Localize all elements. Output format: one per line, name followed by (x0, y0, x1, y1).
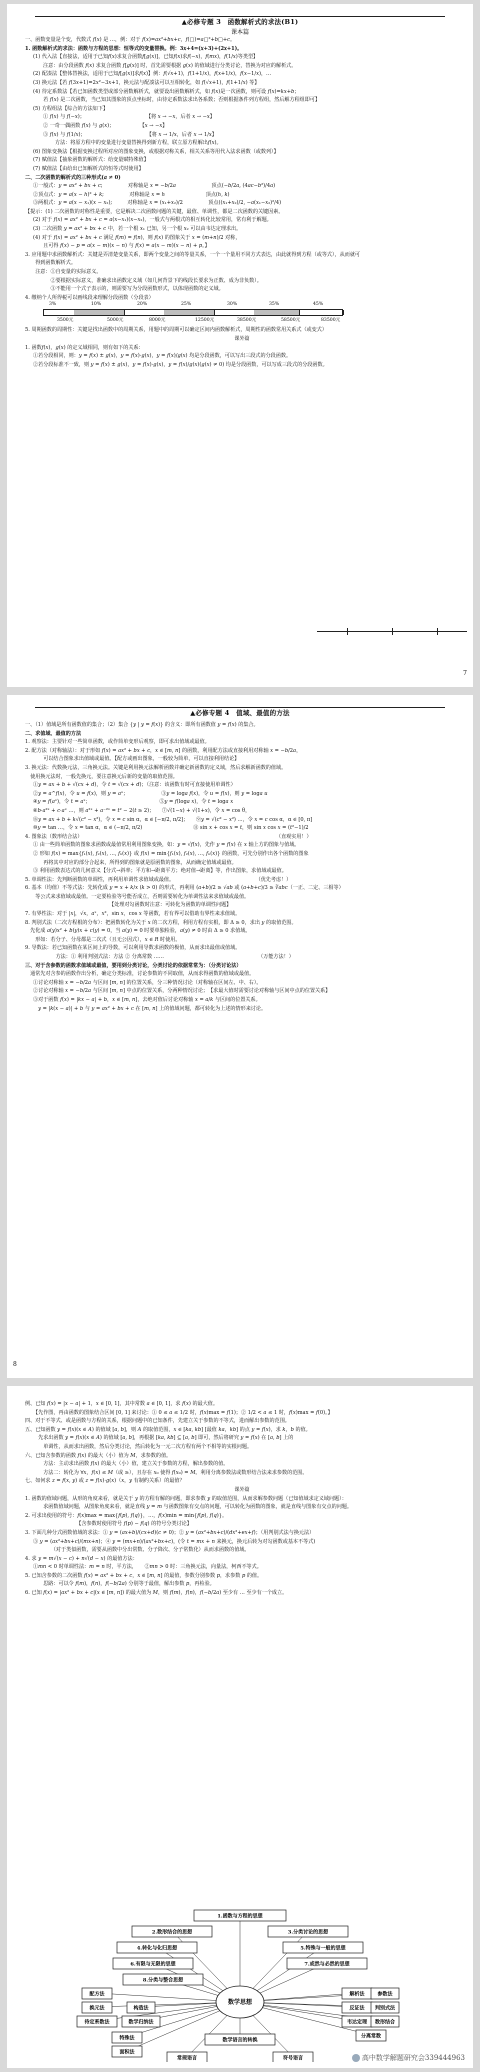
text-line: 方法二：转化为 ∀𝑥，𝑓(𝑥) ≤ 𝑀（或 ≥），且存在 𝑥₀ 使得 𝑓(𝑥₀) = 𝑀。利用分离参数法或数形结合法来求参数的范围。 (33, 1469, 308, 1476)
text-line: ② 一奇一偶函数 𝑓(𝑥) 与 𝑔(𝑥)； 【𝑥 → −𝑥】 (43, 122, 168, 129)
text-line: 方法：将原方程中的变量进行变量替换得到新方程，联立原方程解出𝑓(𝑥)。 (55, 140, 222, 147)
text-line: ③两根式：𝑦 = 𝑎(𝑥 − 𝑥₁)(𝑥 − 𝑥₂); 对称轴是 𝑥 = (𝑥₁+𝑥₂)/2 顶点((𝑥₁+𝑥₂)/2, −𝑎(𝑥₁−𝑥₂)²/4) (33, 200, 282, 207)
text-line: 且可得 𝑓(𝑥) − 𝑝 = 𝑎(𝑥 − 𝑚)(𝑥 − 𝑛) 与 𝑓(𝑥) = 𝑎(𝑥 − 𝑚)(𝑥 − 𝑛) + 𝑝。】 (33, 243, 210, 250)
text-line: ② 形如 𝑓(𝑥) = max{𝑓₁(𝑥), 𝑓₂(𝑥), …, 𝑓ₙ(𝑥)} 或 𝑓(𝑥) = min{𝑓₁(𝑥), 𝑓₂(𝑥), …, 𝑓ₙ(𝑥)} 的函数，可先分别作出各个函数的图象 (33, 850, 309, 857)
tax-segment (124, 310, 165, 315)
text-line: 【提示：(1) 二次函数的对称性是重要，它是解决二次函数问题的关键，最值、单调性，都是二次函数的关键因素。 (25, 208, 284, 215)
mindmap-node-label: 构造法 (133, 2005, 149, 2012)
mindmap-node-label: 5.特殊与一般的思想 (300, 1945, 346, 1952)
text-line: 4. 缴纳个人所得税可以画线段来理解分段函数（分段表） (25, 294, 154, 301)
section-heading: 课外篇 (234, 336, 250, 342)
mindmap-node-label: 4.转化与化归思想 (136, 1945, 178, 1952)
page-number: 7 (463, 670, 467, 677)
tax-threshold-label: 38500元 (237, 318, 257, 324)
text-line: 思路：可以令 𝑓(𝑚)，𝑓(𝑛)，𝑓(−𝑏/2𝑎) 分别等于最值，解出参数 𝑝，再检验。 (33, 1581, 215, 1588)
mindmap-node-label: 常规语言 (176, 2055, 198, 2062)
mindmap-node-label: 面积法 (119, 2049, 135, 2056)
text-line: ①讨论对称轴 𝑥 = −𝑏/2𝑎 与区间 [𝑚, 𝑛] 的位置关系，分三种情况讨论（对称轴在区间左、中、右）。 (33, 979, 262, 986)
text-line: (4) 对于 𝑓(𝑥) = 𝑎𝑥² + 𝑏𝑥 + 𝑐 满足 𝑓(𝑚) = 𝑓(𝑛)，则 𝑓(𝑥) 的图象关于 𝑥 = (𝑚+𝑛)/2 对称， (33, 234, 241, 241)
page-body (25, 36, 459, 369)
text-line: ③ 𝑓(𝑥) 与 𝑓(1/𝑥)； 【将 𝑥 → 1/𝑥，后者 𝑥 → 1/𝑥】 (43, 131, 217, 138)
text-line: 五、已知函数 𝑦 = 𝑓(𝑥)(𝑥 ∈ 𝐴) 的值域 [𝑎, 𝑏]，则 𝐴 的取值范围，𝑥 ∈ [𝑘𝑎, 𝑘𝑏] [最值 𝑘𝑎，𝑘𝑏] 的点 𝑦 = 𝑓(𝑥)，求 𝑘，𝑏 的值。 (25, 1426, 311, 1433)
text-line: ⑥𝑏·𝑎²ˣ + 𝑐·𝑎ˣ …，则 𝑎²ˣ + 𝑎⁻²ˣ = 𝑡² − 2(𝑡 ≥ 2)； ⑦√(1−𝑥) + √(1+𝑥)，令 𝑥 = cos θ， (33, 807, 251, 814)
text-line: ③不能用一个式子表示的，则需要写为分段函数形式，以体现函数的定义域。 (25, 286, 224, 293)
text-line: ②要根据实际意义，准确求出函数定义域（如几何背景下的线段长要求为正数、成为非负数）。 (25, 277, 262, 284)
text-line: 1. 函数的值域问题，从形的角度来看，就是关于 𝑦 的方程有解的问题，即求参数 𝑦 的取值范围，从而求解参数问题（已知值域求定义域问题）： (25, 1495, 347, 1502)
tax-threshold-label: 58500元 (281, 318, 301, 324)
tax-bracket-scale (43, 303, 343, 325)
text-line: (2) 配凑法【整体替换法，适用于已知𝑓[𝑔(𝑥)]求𝑓(𝑥)】例：𝑓(√𝑥+1)，𝑓(1+1/𝑥)，𝑓(𝑥+1/𝑥)，𝑓(𝑥−1/𝑥)，… (33, 71, 272, 78)
mindmap-node-label: 参数法 (377, 1991, 393, 1998)
mindmap-node-label: 待定系数法 (84, 2019, 110, 2026)
text-line: 6. 基本（均值）不等式法：先转化成 𝑦 = 𝑥 + 𝑘/𝑥 (𝑘 > 0) 的形式，再利用 (𝑎+𝑏)/2 ≥ √𝑎𝑏 或 (𝑎+𝑏+𝑐)/3 ≥ ∛𝑎𝑏𝑐（一正、二定、三相等） (25, 885, 344, 892)
tax-segment (254, 310, 300, 315)
tax-segment (44, 310, 75, 315)
text-line: 再将其中对应的部分合起来，所得到的图象就是原函数的图象，从而确定值域或最值。 (33, 859, 237, 866)
text-line: (5) 方程组法【综合的方法如下】 (33, 105, 109, 112)
text-line: 方法：主动求出函数 𝑓(𝑥) 的最大（小）值，建立关于参数的方程，解出参数的值。 (33, 1461, 229, 1468)
mindmap-node-label: 数学归纳法 (128, 2019, 154, 2026)
text-line: (6) 图象变换法【根据变换过程所对应的图象变换，或根据对称关系，相关关系等用代入法求函数（或数列）】 (33, 148, 279, 155)
text-line: (1) 代入法【直接法，适用于已知𝑓(𝑥)求复合函数𝑓[𝑔(𝑥)]，已知𝑓(𝑥)求𝑓(−𝑥)，𝑓(𝑚𝑥)，𝑓(1/𝑥)等类型】 (33, 54, 259, 61)
page-subtitle: 课本篇 (230, 29, 249, 36)
text-line: ①𝑦 = 𝑎𝑥 + 𝑏 + √(𝑐𝑥 + 𝑑)，令 𝑡 = √(𝑐𝑥 + 𝑑)；（注意：该函数有时可直接使用单调性） (33, 782, 236, 789)
text-line: 3. 下面几种分式函数值域的求法：① 𝑦 = (𝑎𝑥+𝑏)/(𝑐𝑥+𝑑)(𝑐 ≠ 0)；② 𝑦 = (𝑎𝑥²+𝑏𝑥+𝑐)/(𝑑𝑥²+𝑒𝑥+𝑓)；（用判别式法与换元法） (25, 1529, 315, 1536)
mindmap-node-label: 数形结合 (374, 2019, 396, 2026)
number-line-tick (437, 628, 438, 635)
tax-threshold-label: 8000元 (149, 318, 166, 324)
page-body (25, 1400, 459, 1598)
tax-segment (299, 310, 344, 315)
credit-text: 高中数学解题研究会339444963 (361, 2054, 465, 2062)
math-thinking-mindmap (67, 1902, 413, 2062)
tax-rate-label: 10% (91, 302, 102, 308)
text-line: 求函数值域问题，从图象角度来看，就是直线 𝑦 = 𝑚 与函数图象有交点的问题，可以转化为函数的图象，就是直线与图象有交点的问题。 (33, 1504, 352, 1511)
text-line: 𝑦 = |𝑘(𝑥 − 𝑎)| + 𝑏 与 𝑦 = 𝑎𝑥² + 𝑏𝑥 + 𝑐 在 [𝑚, 𝑛] 上的值域问题，都可转化为上述的情形来讨论。 (33, 1005, 267, 1012)
text-line: ① 𝑓(𝑥) 与 𝑓(−𝑥)； 【将 𝑥 → −𝑥，后者 𝑥 → −𝑥】 (43, 114, 215, 121)
text-line: 2. 可求出使用的符号：𝑓(𝑥)max = max{𝑓(𝑝), 𝑓(𝑞)}，…，𝑓(𝑥)min = min{𝑓(𝑝), 𝑓(𝑞)}。 (25, 1512, 228, 1519)
text-line: 三、对于含参数的函数求值域或最值，要用到分类讨论，分类讨论的依据常常为：（分类讨论法） (25, 962, 242, 969)
text-line: 【含参数时使用符号 𝑓(𝑝) − 𝑓(𝑞) 的符号分类讨论】 (33, 1521, 192, 1528)
text-line: ②讨论对称轴 𝑥 = −𝑏/2𝑎 与区间 [𝑚, 𝑛] 中点的位置关系，分两种情况讨论； 【求最大值时需要讨论对称轴与区间中点的位置关系】 (33, 988, 331, 995)
tax-rate-label: 35% (269, 302, 280, 308)
text-line: 一、函数变量是个变，代数式 𝑓(𝑥) 是 …，例：对于 𝑓(𝑥)=𝑎𝑥²+𝑏𝑥+𝑐，𝑓(□)=𝑎□²+𝑏□+𝑐。 (25, 37, 236, 43)
mindmap-node-label: 符号语言 (282, 2055, 304, 2062)
text-line: 注意：①自变量的实际意义。 (25, 269, 102, 276)
page-number: 8 (13, 1361, 17, 1368)
text-line: 等公式来求值域或最值。一定要检验等号能否成立，否则需要转化为单调性法来求值域或最值。 (25, 893, 250, 900)
text-line: 8. 判别式法（二次方程根的分布）：把函数转化为关于 𝑥 的二次方程，利用方程有实根，即 Δ ≥ 0，求出 𝑦 的取值范围。 (25, 919, 297, 926)
text-line: ④𝑦 = 𝑓(𝑎ˣ)，令 𝑡 = 𝑎ˣ； ⑤𝑦 = 𝑓(log𝑎 𝑥)，令 𝑡 = log𝑎 𝑥 (33, 799, 234, 806)
page-title: ▲必修专题 4 值域、最值的方法 (190, 709, 290, 717)
mindmap-node-label: 3.分类讨论的思想 (287, 1929, 329, 1936)
text-line: 2. 配方法（对称轴法）：对于形如 𝑓(𝑥) = 𝑎𝑥² + 𝑏𝑥 + 𝑐，𝑥 ∈ [𝑚, 𝑛] 的函数，利用配方法或直接利用对称轴 𝑥 = −𝑏/2𝑎， (25, 747, 302, 754)
number-line-tick (347, 628, 348, 635)
text-line: (4) 待定系数法【若已知函数类型或部分函数解析式，就要设出函数解析式，如 𝑓(𝑥)是一次函数，则可设 𝑓(𝑥)=𝑘𝑥+𝑏； (33, 88, 300, 95)
text-line: 1. 函数𝑓(𝑥)，𝑔(𝑥) 的定义域相同，则有如下的关系： (25, 344, 144, 351)
mindmap-node-label: 换元法 (89, 2005, 105, 2012)
mindmap-center-label: 数学思想 (227, 1999, 253, 2006)
text-line: 6. 已知 𝑓(𝑥) = |𝑎𝑥² + 𝑏𝑥 + 𝑐|(𝑥 ∈ [𝑚, 𝑛]) 的最大值为 𝑀，则 𝑓(𝑚)，𝑓(𝑛)，𝑓(−𝑏/2𝑎) 至少有 … 至少有一个成立。 (25, 1590, 288, 1597)
text-line: 若 𝑓(𝑥) 是二次函数，当已知其图象的顶点坐标时，由待定系数法求出各系数；否则根据条件列方程组，然后解方程组即可】 (33, 97, 321, 104)
text-line: 3. 换元法：代数换元法，三角换元法。关键是利用换元法解析函数并确定新函数的定义域，然后求解新函数的值域。 (25, 764, 287, 771)
text-line: ①一般式：𝑦 = 𝑎𝑥² + 𝑏𝑥 + 𝑐; 对称轴是 𝑥 = −𝑏/2𝑎 顶点(−𝑏/2𝑎, (4𝑎𝑐−𝑏²)/4𝑎) (33, 183, 276, 190)
mindmap-node-label: 2.数形结合的思想 (151, 1929, 193, 1936)
text-line: （对于类似函数，需要从函数中分出常数、分子降次、分子常数化）从而求函数的值域。 (33, 1547, 250, 1554)
text-line: 通常先对含参的函数作出分析，确定分类标准，讨论参数的不同取值，从而求得函数的值域或最值。 (25, 971, 255, 978)
text-line: 注意：由分段函数 𝑓(𝑥) 求复合函数 𝑓[𝑔(𝑥)] 时，首先需要根据 𝑔(𝑥) 的值域进行分类讨论，替换为对应的解析式。 (43, 62, 297, 69)
watermark-credit (350, 2052, 467, 2064)
mindmap-node-label: 解析法 (349, 1991, 365, 1998)
mindmap-node-label: 判别式法 (374, 2005, 396, 2012)
tax-rate-label: 25% (181, 302, 192, 308)
mindmap-svg (67, 1902, 413, 2062)
text-line: (3) 换元法【若 𝑓(3𝑥+1)=2𝑥²−3𝑥+1，换元法与配凑法可以互相转化，如 𝑓(√𝑥+1)，𝑓(1+1/𝑥) 等】 (33, 79, 260, 86)
tax-segment (74, 310, 125, 315)
mindmap-node-label: 配方法 (89, 1991, 105, 1998)
text-line: 七、如何求 𝑧 = 𝑓(𝑥, 𝑦) 或 𝑧 = 𝑓(𝑥)·𝑔(𝑥)（𝑥，𝑦 有制约关系）的最值？ (25, 1478, 185, 1485)
mindmap-node-label: 数学语言的转换 (222, 2037, 258, 2044)
text-line: ②顶点式：𝑦 = 𝑎(𝑥 − ℎ)² + 𝑘; 对称轴是 𝑥 = ℎ 顶点(ℎ, 𝑘) (33, 191, 230, 198)
page-body (25, 721, 459, 1013)
text-line: 1. 观察法：主要针对一些简单函数，或作简单变形后观察，即可求出值域或最值。 (25, 739, 210, 746)
tax-rate-label: 20% (137, 302, 148, 308)
tax-scale-bar (43, 309, 343, 316)
section-heading: 课外篇 (234, 1486, 250, 1493)
text-line: ⑩𝑦 = tan …，令 𝑥 = tan α，α ∈ (−π/2, π/2) ⑪ sin 𝑥 + cos 𝑥 = 𝑡，则 sin 𝑥 cos 𝑥 = (𝑡²−1)/2 (33, 825, 309, 832)
text-line: 9. 导数法：若已知函数在某区间上的导数，可以利用导数求函数的极值，从而求出最值或值域。 (25, 945, 241, 952)
mindmap-node-label: 7.或然与必然的思想 (304, 1961, 350, 1968)
interval-number-line (317, 624, 467, 638)
text-line: ②若分段标准不一致，则 𝑦 = 𝑓(𝑥) ± 𝑔(𝑥)，𝑦 = 𝑓(𝑥)·𝑔(𝑥)，𝑦 = 𝑓(𝑥)/𝑔(𝑥)(𝑔(𝑥) ≠ 0) 均是分段函数，可以写成三段式的分段函数。 (33, 361, 328, 368)
text-line: 1. 函数解析式的求法：函数与方程的思想：恒等式的变量替换。例：3𝑥+4=(𝑥+3)+(2𝑥+1)。 (25, 45, 243, 52)
text-line: 例、已知 𝑓(𝑥) = |𝑥 − 𝑎| + 1，𝑥 ∈ [0, 1]，其中常数 𝑎 ∈ [0, 1]，求 𝑓(𝑥) 的最大值。 (25, 1401, 218, 1407)
text-line: 形如：若分子、分母都是二次式（且无公因式），𝑥 ∈ 𝑅 时使用。 (25, 936, 181, 943)
document-page-1 (7, 4, 473, 687)
page-title: ▲必修专题 3 函数解析式的求法(B1) (181, 18, 299, 26)
tax-rate-label: 30% (227, 302, 238, 308)
mindmap-node-label: 1.函数与方程的思想 (217, 1913, 263, 1920)
text-line: 六、已知含参数的函数 𝑓(𝑥) 的最大（小）值为 𝑀，求参数的值。 (25, 1452, 172, 1459)
text-line: ①若分段相同，则：𝑦 = 𝑓(𝑥) ± 𝑔(𝑥)，𝑦 = 𝑓(𝑥)·𝑔(𝑥)，𝑦 = 𝑓(𝑥)/𝑔(𝑥) 均是分段函数，可以写出三段式的分段函数。 (33, 353, 292, 360)
tax-rate-label: 45% (313, 302, 324, 308)
tax-threshold-label: 12500元 (195, 318, 215, 324)
text-line: (3) 二次函数 𝑦 = 𝑎𝑥² + 𝑏𝑥 + 𝑐 中，若一个根 𝑥₁ 已知，另一个根 𝑥₂ 可以由韦达定理求出。 (33, 226, 242, 233)
text-line: ③ 𝑦 = (𝑎𝑥²+𝑏𝑥+𝑐)/(𝑚𝑥+𝑛)；④ 𝑦 = (𝑚𝑥+𝑛)/(𝑎𝑥²+𝑏𝑥+𝑐)，(令 𝑡 = 𝑚𝑥 + 𝑛 来换元，换元后转为对勾函数或基本不等式) (33, 1538, 316, 1545)
text-line: 5. 已知含参数的二次函数 𝑓(𝑥) = 𝑎𝑥² + 𝑏𝑥 + 𝑐，𝑥 ∈ [𝑚, 𝑛] 的最值，参数分别参数 𝑝，求参数 𝑝 的值。 (25, 1572, 263, 1579)
text-line: ③ 利用函数表达式的几何意义【分式→斜率；平方和→距离平方；绝对值→距离】等，作出图象，求值域或最值。 (33, 868, 287, 875)
text-line: 【处理对勾函数时注意：可转化为函数的单调性问题】 (25, 902, 232, 909)
tax-segment (164, 310, 215, 315)
text-line: (2) 对于 𝑓(𝑥) = 𝑎𝑥² + 𝑏𝑥 + 𝑐 = 𝑎(𝑥−𝑥₁)(𝑥−𝑥₂)，一般式与两根式的相互转化比较常用，常有利于解题。 (33, 217, 272, 224)
tax-segment (214, 310, 255, 315)
text-line: 【先作图，再由函数的图象结合区间 [0, 1] 来讨论：① 0 ≤ 𝑎 ≤ 1/2 时，𝑓(𝑥)max = 𝑓(1)；② 1/2 < 𝑎 ≤ 1 时，𝑓(𝑥)max = 𝑓(0)。】 (33, 1409, 333, 1416)
wechat-icon (352, 2054, 360, 2062)
text-line: 可以结合图象求出值域或最值。【配方或画出图象，一般较为简单，可以直接利用结论】 (33, 756, 240, 763)
text-line: 二、二次函数的解析式的三种形式(𝑎 ≠ 0) (25, 174, 121, 181)
text-line: 二、求值域、最值的方法 (25, 730, 82, 737)
number-line-tick (392, 628, 393, 635)
tax-threshold-label: 83500元 (321, 318, 341, 324)
mindmap-node-label: 特殊法 (119, 2035, 135, 2042)
mindmap-node-label: 韦达定理 (346, 2019, 368, 2026)
text-line: ③对于函数 𝑓(𝑥) = |𝑘𝑥 − 𝑎| + 𝑏，𝑥 ∈ [𝑚, 𝑛]，去绝对值后讨论对称轴 𝑥 = 𝑎/𝑘 与区间的位置关系。 (33, 997, 261, 1003)
text-line: 使用换元法时，一般先换元，要注意换元后新的变量的取值范围。 (25, 773, 178, 780)
text-line: 4. 图象法（数形结合法） （直观实用！） (25, 833, 312, 840)
text-line: ① 由一些简单函数的图象求函数或最值常用利用图象变换，如：𝑦 = √𝑓(𝑥)，先作 𝑦 = 𝑓(𝑥) 在 𝑥 轴上方的图象与值域。 (33, 842, 300, 849)
text-line: ①𝑚𝑛 < 0 时单调性法：𝑚 = 𝑛 时，平方法， ②𝑚𝑛 > 0 时：三角换元法，向量法，柯西不等式。 (33, 1564, 262, 1571)
text-line: (7) 赋值法【抽象函数的解析式：给变量赋特殊值】 (33, 157, 149, 164)
text-line: ②𝑦 = 𝑎^𝑓(𝑥)，令 𝑢 = 𝑓(𝑥)，则 𝑦 = 𝑎ᵘ； ③𝑦 = log𝑎 𝑓(𝑥)，令 𝑢 = 𝑓(𝑥)，则 𝑦 = log𝑎 𝑢 (33, 790, 268, 797)
mindmap-node-label: 6.有限与无限的思想 (130, 1961, 176, 1968)
text-line: ⑧𝑦 = 𝑎𝑥 + 𝑏 + 𝑘√(𝑐² − 𝑥²)，令 𝑥 = 𝑐 sin α，α ∈ [−π/2, π/2]； ⑨𝑦 = √(𝑐² − 𝑥²) …，令 𝑥 = 𝑐 cos α，α ∈ [0, π] (33, 816, 313, 823)
tax-rate-label: 3% (49, 302, 57, 308)
mindmap-node-label: 反证法 (349, 2005, 365, 2012)
text-line: 先化成 𝑎(𝑦)𝑥² + 𝑏(𝑦)𝑥 + 𝑐(𝑦) = 0，当 𝑎(𝑦) = 0 时要单独检验，𝑎(𝑦) ≠ 0 时由 Δ ≥ 0 求值域。 (25, 928, 251, 935)
text-line: 先求出函数 𝑦 = 𝑓(𝑥)(𝑥 ∈ 𝐴) 的值域 [𝑎, 𝑏]，再根据 [𝑘𝑎, 𝑘𝑏] ⊆ [𝑎, 𝑏] 即可，然后将研究 𝑦 = 𝑓(𝑥) 在 [𝑎, 𝑏] 上的 (33, 1435, 294, 1442)
document-page-2 (7, 695, 473, 1378)
text-line: 4. 求 𝑦 = 𝑚√(𝑥 − 𝑐) + 𝑛√(𝑑 − 𝑥) 的最值方法： (25, 1555, 138, 1562)
text-line: 得到函数解析式。 (25, 260, 76, 267)
text-line: 3. 应用题中求函数解析式：关键是弄清楚变量关系，即两个变量之间的等量关系，一个一个量用不同方式表达，由此就得到方程（或等式），从而就可 (25, 251, 361, 258)
text-line: (7) 赋值法【由给出已知解析式的恒等式时使用】 (33, 165, 144, 172)
document-page-3 (7, 1386, 473, 2068)
mindmap-node-label: 分离常数 (360, 2033, 382, 2040)
mindmap-node-label: 8.分类与整合思想 (142, 1977, 184, 1984)
text-line: 5. 周期函数的周期性：关键是找出函数中的周期关系，用题中的周期可以确定区间内函数解析式，周期性的函数常用关系式（或变式） (25, 327, 327, 334)
text-line: 单调性，从而求出函数，然后分类讨论，然后转化为一元二次方程有两个不相等的实根问题。 (33, 1443, 253, 1450)
text-line: 5. 单调性法：先判断函数的单调性，再利用单调性求值域或最值。 （优先考虑！） (25, 876, 292, 883)
text-line: 一、（1）值域是所有函数值的集合；（2）集合 {𝑦 | 𝑦 = 𝑓(𝑥)} 的含义：即所有函数值 𝑦 = 𝑓(𝑥) 的集合。 (25, 722, 259, 728)
tax-threshold-label: 3500元 (57, 318, 74, 324)
text-line: 四、对于不等式、或是函数与方程的关系，根据问题中的已知条件，先建立关于参数的不等式，进而解出参数的范围。 (25, 1418, 290, 1425)
tax-threshold-label: 5000元 (107, 318, 124, 324)
text-line: 7. 有界性法：对于 |𝑥|，√𝑥，𝑎ˣ，𝑥²，sin 𝑥，cos 𝑥 等函数，若有界可以借助有界性来求值域。 (25, 911, 241, 918)
text-line: 方法：① 利用判别式法：方法 ② 分离常数 …… （万能方法！） (25, 954, 294, 961)
